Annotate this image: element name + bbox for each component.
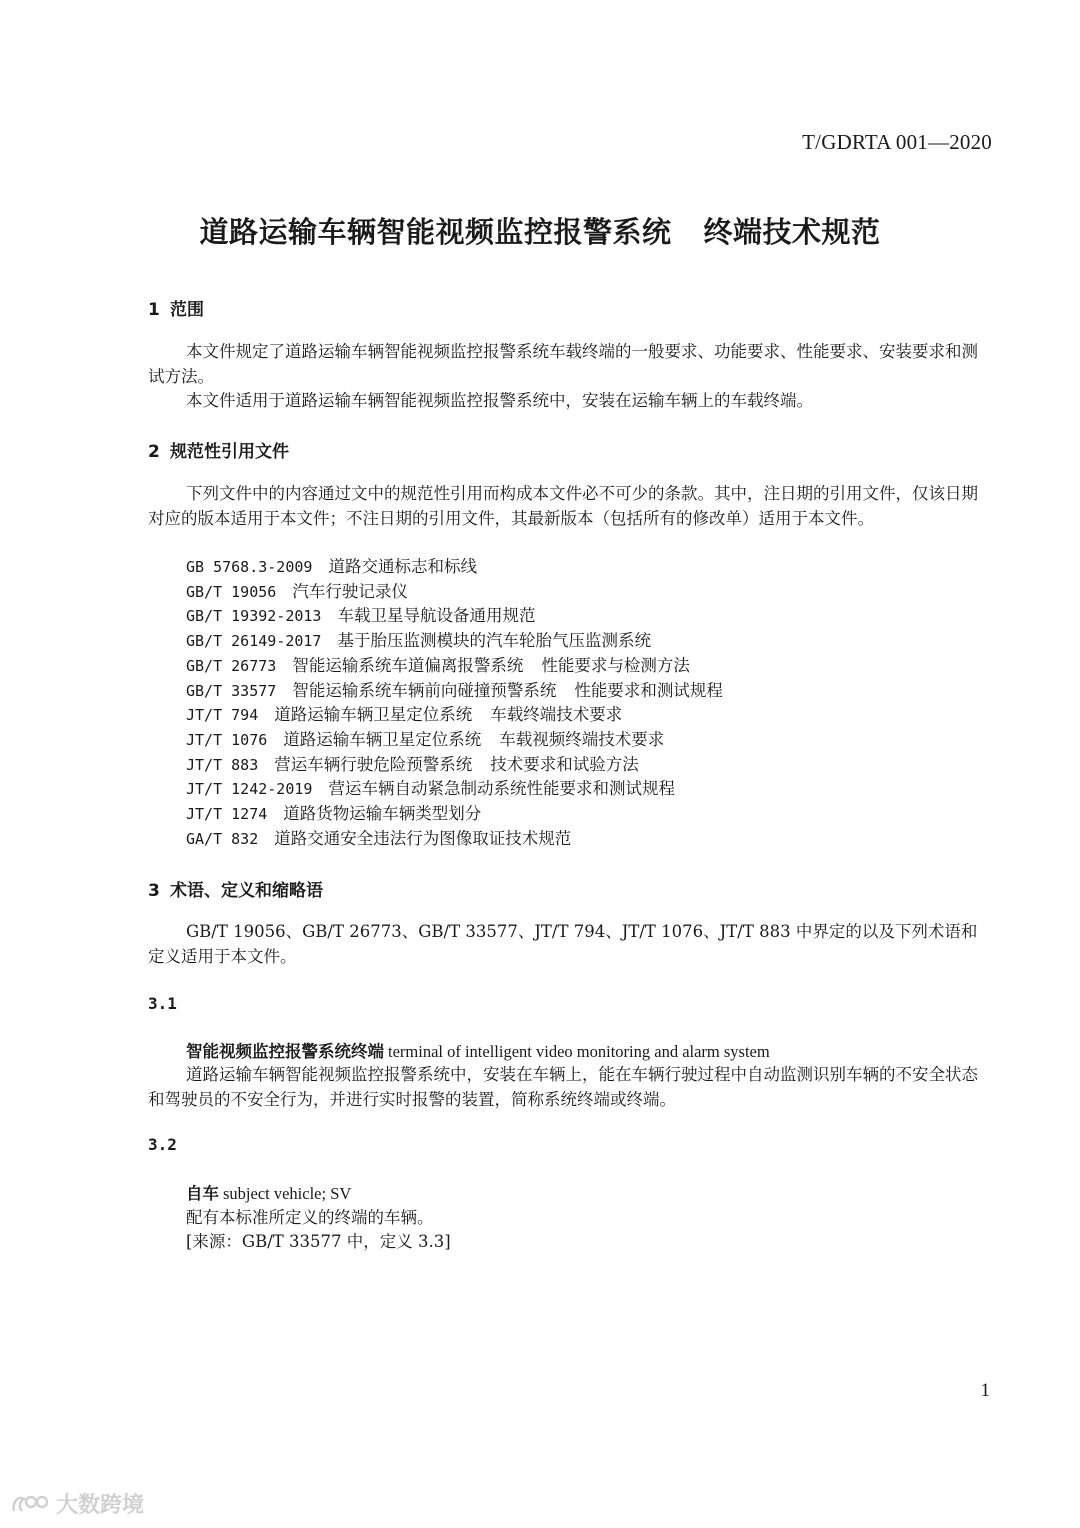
document-code: T/GDRTA 001—2020 bbox=[802, 130, 992, 154]
reference-title bbox=[328, 779, 675, 798]
reference-title-sub: 技术要求和试验方法 bbox=[490, 754, 639, 774]
reference-title-sub: 车载视频终端技术要求 bbox=[499, 729, 665, 749]
section-2-intro: 下列文件中的内容通过文中的规范性引用而构成本文件必不可少的条款。其中，注日期的引用文件，仅该日期对应的版本适用于本文件；不注日期的引用文件，其最新版本（包括所有的修改单）适用于本文件。 bbox=[148, 484, 978, 528]
title-part-1: 道路运输车辆智能视频监控报警系统 bbox=[199, 215, 672, 249]
section-title: 术语、定义和缩略语 bbox=[170, 881, 323, 901]
section-3-intro: GB/T 19056、GB/T 26773、GB/T 33577、JT/T 794、JT/T 1076、JT/T 883 中界定的以及下列术语和定义适用于本文件。 bbox=[148, 922, 978, 966]
subsection-3-2-number: 3.2 bbox=[148, 1135, 177, 1154]
section-3-heading bbox=[148, 876, 323, 901]
term-chinese: 自车 bbox=[186, 1184, 219, 1203]
reference-code: GB 5768.3-2009 bbox=[186, 558, 313, 576]
reference-title-main: 智能运输系统车辆前向碰撞预警系统 bbox=[292, 680, 557, 700]
reference-title bbox=[337, 631, 651, 650]
term-3-1 bbox=[186, 1038, 770, 1062]
reference-title-sub: 性能要求和测试规程 bbox=[574, 680, 723, 700]
term-3-2 bbox=[186, 1180, 351, 1204]
reference-title-sub: 性能要求与检测方法 bbox=[541, 655, 690, 675]
reference-title-main: 道路运输车辆卫星定位系统 bbox=[283, 729, 482, 749]
reference-item bbox=[186, 802, 723, 827]
reference-item bbox=[186, 753, 723, 778]
reference-code: JT/T 794 bbox=[186, 706, 259, 725]
reference-item bbox=[186, 629, 723, 654]
reference-title bbox=[292, 656, 690, 675]
reference-title-main: 营运车辆自动紧急制动系统性能要求和测试规程 bbox=[328, 779, 675, 799]
reference-title-main: 营运车辆行驶危险预警系统 bbox=[274, 754, 473, 774]
reference-title-main: 道路货物运输车辆类型划分 bbox=[283, 804, 482, 824]
reference-title bbox=[283, 804, 481, 823]
reference-title-main: 基于胎压监测模块的汽车轮胎气压监测系统 bbox=[337, 631, 651, 651]
reference-code: GB/T 26149-2017 bbox=[186, 632, 322, 651]
page-number: 1 bbox=[980, 1380, 990, 1401]
section-title: 范围 bbox=[170, 300, 204, 320]
reference-item bbox=[186, 555, 723, 580]
reference-item bbox=[186, 580, 723, 605]
reference-code: JT/T 1242-2019 bbox=[186, 780, 313, 799]
section-1-heading bbox=[148, 295, 204, 320]
reference-title-main: 道路交通安全违法行为图像取证技术规范 bbox=[274, 828, 572, 848]
reference-item bbox=[186, 679, 723, 704]
definition-3-2-source: [来源：GB/T 33577 中，定义 3.3] bbox=[186, 1232, 451, 1251]
term-chinese: 智能视频监控报警系统终端 bbox=[186, 1042, 384, 1061]
watermark-icon bbox=[10, 1491, 52, 1517]
reference-title-main: 智能运输系统车道偏离报警系统 bbox=[292, 655, 524, 675]
section-1-paragraph-1: 本文件规定了道路运输车辆智能视频监控报警系统车载终端的一般要求、功能要求、性能要求、安装要求和测试方法。 bbox=[148, 342, 978, 386]
reference-code: JT/T 883 bbox=[186, 755, 259, 774]
reference-code: GA/T 832 bbox=[186, 829, 259, 848]
reference-item bbox=[186, 777, 723, 802]
reference-title bbox=[274, 755, 639, 774]
reference-title bbox=[337, 606, 535, 625]
reference-item bbox=[186, 728, 723, 753]
term-english: terminal of intelligent video monitoring and alarm system bbox=[388, 1042, 770, 1061]
reference-title bbox=[328, 557, 477, 576]
reference-title-main: 汽车行驶记录仪 bbox=[292, 581, 408, 601]
watermark-logo bbox=[10, 1488, 144, 1519]
reference-code: GB/T 19392-2013 bbox=[186, 607, 322, 626]
reference-title bbox=[292, 681, 723, 700]
reference-title bbox=[292, 582, 408, 601]
subsection-3-1-number: 3.1 bbox=[148, 994, 177, 1013]
section-2-heading bbox=[148, 437, 289, 462]
reference-item bbox=[186, 703, 723, 728]
reference-title bbox=[283, 730, 664, 749]
reference-code: GB/T 26773 bbox=[186, 656, 277, 675]
section-number: 2 bbox=[148, 442, 160, 462]
reference-code: GB/T 19056 bbox=[186, 582, 277, 601]
reference-code: JT/T 1274 bbox=[186, 805, 268, 824]
reference-title bbox=[274, 705, 622, 724]
reference-title bbox=[274, 829, 571, 848]
reference-title-main: 道路运输车辆卫星定位系统 bbox=[274, 705, 473, 725]
section-1-paragraph-2: 本文件适用于道路运输车辆智能视频监控报警系统中，安装在运输车辆上的车载终端。 bbox=[186, 391, 813, 410]
document-title bbox=[0, 210, 1080, 251]
definition-3-1: 道路运输车辆智能视频监控报警系统中，安装在车辆上，能在车辆行驶过程中自动监测识别车辆的不安全状态和驾驶员的不安全行为，并进行实时报警的装置，简称系统终端或终端。 bbox=[148, 1065, 978, 1109]
definition-3-2: 配有本标准所定义的终端的车辆。 bbox=[186, 1208, 434, 1227]
watermark-text: 大数跨境 bbox=[56, 1493, 145, 1518]
term-english: subject vehicle; SV bbox=[223, 1184, 352, 1203]
reference-item bbox=[186, 654, 723, 679]
title-part-2: 终端技术规范 bbox=[703, 215, 881, 249]
section-title: 规范性引用文件 bbox=[170, 442, 289, 462]
reference-code: JT/T 1076 bbox=[186, 730, 268, 749]
section-number: 3 bbox=[148, 881, 160, 901]
reference-list bbox=[186, 555, 723, 851]
section-number: 1 bbox=[148, 300, 160, 320]
reference-title-sub: 车载终端技术要求 bbox=[490, 705, 623, 725]
reference-code: GB/T 33577 bbox=[186, 681, 277, 700]
reference-title-main: 车载卫星导航设备通用规范 bbox=[337, 606, 536, 626]
reference-title-main: 道路交通标志和标线 bbox=[328, 557, 477, 576]
reference-item bbox=[186, 827, 723, 852]
reference-item bbox=[186, 604, 723, 629]
